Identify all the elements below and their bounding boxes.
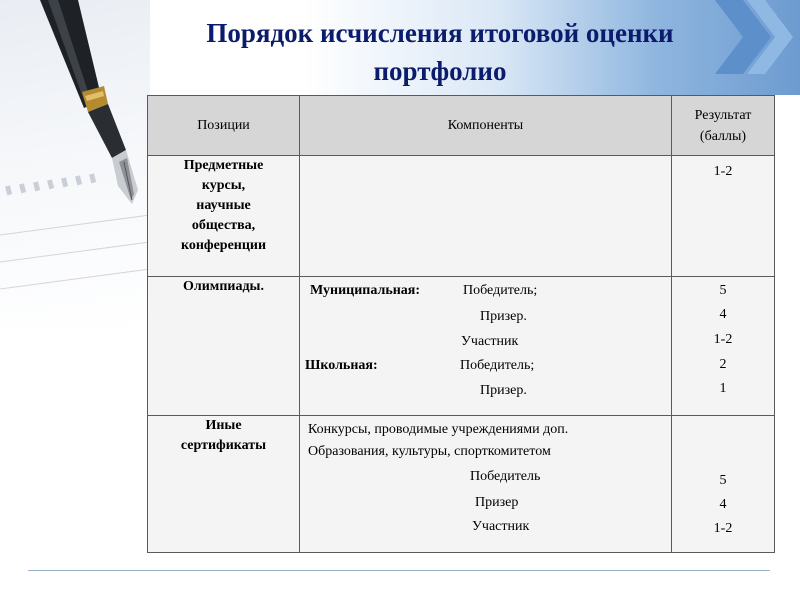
municipal-winner: Победитель; [463,283,538,298]
row3-components [300,416,672,553]
municipal-label: Муниципальная: [310,283,421,298]
table-row [148,416,775,553]
school-prize: Призер. [480,383,527,398]
school-winner: Победитель; [460,358,535,373]
fountain-pen-icon [0,0,150,330]
row1-position: Предметные курсы, научные общества, конференции [148,156,300,277]
page-title [160,14,720,90]
row1-result: 1-2 [672,156,775,277]
contest-participant: Участник [472,519,530,534]
result-value: 1-2 [713,521,733,536]
row3-results [672,416,775,553]
result-value: 4 [719,497,727,512]
contest-winner: Победитель [470,469,541,484]
header-result: Результат (баллы) [672,96,775,156]
row1-components [300,156,672,277]
title-line-2: портфолио [373,56,507,86]
table-row [148,156,775,277]
result-value: 4 [719,307,727,322]
header-components: Компоненты [300,96,672,156]
row2-results [672,277,775,416]
result-value: 5 [719,283,727,298]
title-line-1: Порядок исчисления итоговой оценки [206,18,674,48]
contest-description-line-1: Конкурсы, проводимые учреждениями доп. [308,422,569,437]
row3-position: Иные сертификаты [148,416,300,553]
municipal-participant: Участник [461,334,519,349]
table-row [148,277,775,416]
result-value: 1-2 [713,332,733,347]
result-value: 1 [719,381,727,396]
header-positions: Позиции [148,96,300,156]
school-label: Школьная: [305,358,378,373]
result-value: 2 [719,357,727,372]
portfolio-score-table [147,95,775,553]
contest-prize: Призер [475,495,519,510]
footer-divider [28,570,770,571]
municipal-prize: Призер. [480,309,527,324]
table-header-row [148,96,775,156]
contest-description-line-2: Образования, культуры, спорткомитетом [308,444,551,459]
row2-components [300,277,672,416]
result-value: 5 [719,473,727,488]
row2-position: Олимпиады. [148,277,300,416]
